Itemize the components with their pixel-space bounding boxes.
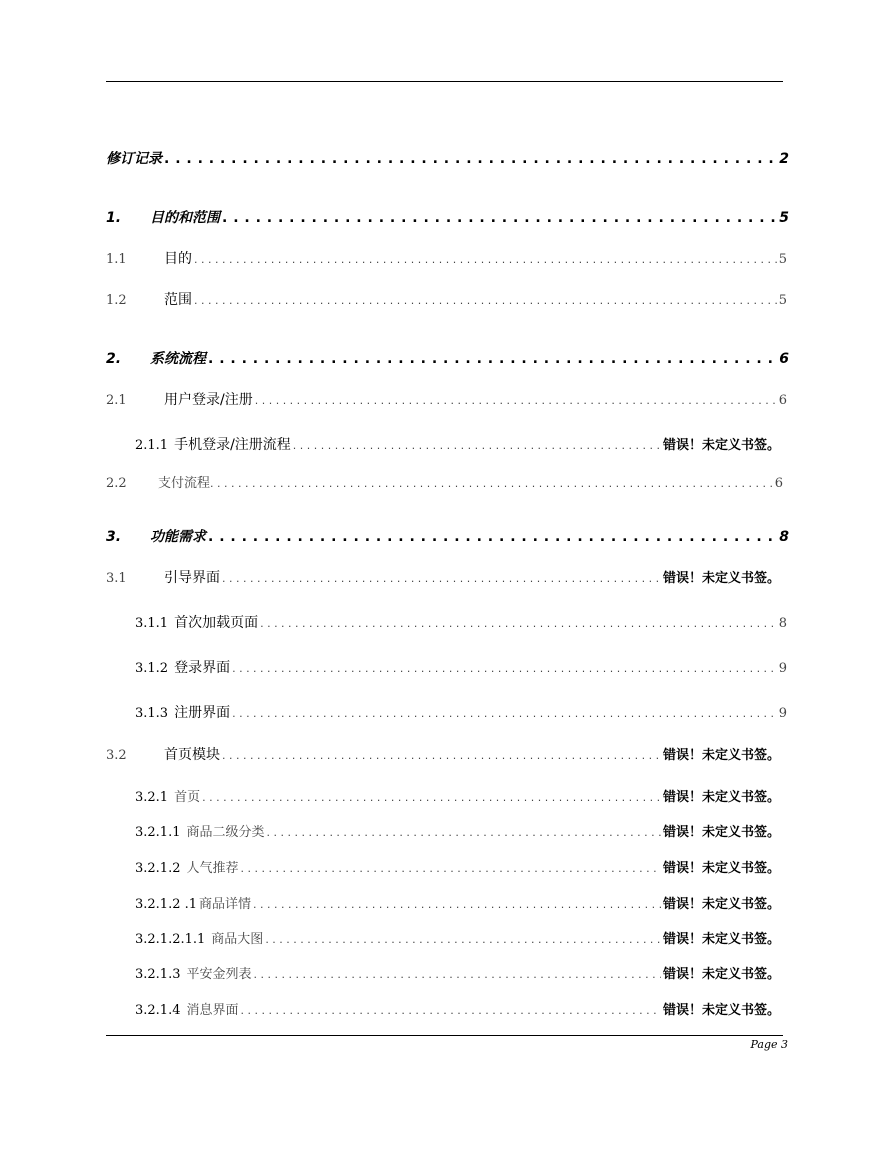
toc-number: 2. bbox=[106, 351, 122, 367]
toc-leader bbox=[254, 968, 661, 981]
toc-entry[interactable] bbox=[106, 207, 789, 227]
toc-title: 目的 bbox=[164, 251, 192, 267]
toc-leader bbox=[208, 351, 777, 367]
page-number: Page 3 bbox=[750, 1038, 788, 1051]
toc-entry[interactable] bbox=[135, 999, 780, 1018]
toc-entry[interactable] bbox=[106, 248, 787, 268]
toc-page: 6 bbox=[778, 393, 787, 408]
toc-number: 2.1.1 bbox=[135, 438, 169, 453]
toc-title: 用户登录/注册 bbox=[164, 392, 253, 408]
toc-leader bbox=[267, 826, 661, 839]
toc-page: 6 bbox=[779, 351, 789, 367]
toc-number: 3.1.1 bbox=[135, 616, 169, 631]
toc-leader bbox=[194, 253, 777, 266]
toc-entry[interactable] bbox=[106, 289, 787, 309]
toc-number: 3.1 bbox=[106, 571, 127, 586]
toc-leader bbox=[265, 933, 661, 946]
toc-title: 商品大图 bbox=[211, 932, 264, 947]
toc-page-error: 错误！未定义书签。 bbox=[662, 571, 780, 586]
toc-number: 1.2 bbox=[106, 293, 127, 308]
toc-number: 1.1 bbox=[106, 252, 127, 267]
toc-leader bbox=[164, 151, 777, 167]
toc-page-error: 错误！未定义书签。 bbox=[662, 897, 780, 912]
toc-leader bbox=[222, 572, 661, 585]
toc-page-error: 错误！未定义书签。 bbox=[662, 748, 780, 763]
toc-page: 5 bbox=[778, 252, 787, 267]
toc-entry[interactable] bbox=[135, 857, 780, 876]
toc-number: 3.2.1.2 bbox=[135, 861, 181, 876]
toc-number: 3. bbox=[106, 529, 122, 545]
toc-title: 首页 bbox=[174, 790, 201, 805]
toc-number: 1. bbox=[106, 210, 122, 226]
toc-entry[interactable] bbox=[106, 148, 789, 168]
toc-title: 首次加载页面 bbox=[174, 615, 259, 631]
toc-entry[interactable] bbox=[106, 472, 783, 491]
toc-entry[interactable] bbox=[135, 657, 787, 677]
toc-title: 范围 bbox=[164, 292, 192, 308]
toc-number: 3.2.1.2 .1 bbox=[135, 897, 198, 912]
toc-title: 引导界面 bbox=[164, 570, 220, 586]
toc-page: 8 bbox=[779, 529, 789, 545]
toc-page-error: 错误！未定义书签。 bbox=[662, 790, 780, 805]
toc-leader bbox=[260, 617, 777, 630]
toc-entry[interactable] bbox=[106, 744, 780, 764]
toc-entry[interactable] bbox=[135, 963, 780, 982]
toc-title: 平安金列表 bbox=[186, 967, 252, 982]
toc-number: 2.1 bbox=[106, 393, 127, 408]
toc-number: 3.2.1 bbox=[135, 790, 169, 805]
toc-leader bbox=[208, 529, 777, 545]
toc-title: 功能需求 bbox=[150, 529, 206, 545]
toc-leader bbox=[232, 662, 777, 675]
toc-title: 注册界面 bbox=[174, 705, 231, 721]
toc-number: 3.2.1.4 bbox=[135, 1003, 181, 1018]
toc-entry[interactable] bbox=[135, 786, 780, 805]
toc-title: 人气推荐 bbox=[186, 861, 239, 876]
toc-leader bbox=[222, 210, 777, 226]
toc-leader bbox=[222, 749, 661, 762]
toc-title: 支付流程 bbox=[158, 476, 211, 491]
toc-leader bbox=[293, 439, 661, 452]
toc-page-error: 错误！未定义书签。 bbox=[662, 1003, 780, 1018]
toc-page: 5 bbox=[778, 293, 787, 308]
toc-entry[interactable] bbox=[106, 389, 787, 409]
toc-title: 目的和范围 bbox=[150, 210, 220, 226]
toc-leader bbox=[202, 791, 661, 804]
toc-number: 3.2.1.3 bbox=[135, 967, 181, 982]
toc-leader bbox=[255, 394, 777, 407]
toc-page: 9 bbox=[778, 706, 787, 721]
toc-page-error: 错误！未定义书签。 bbox=[662, 825, 780, 840]
toc-page: 2 bbox=[779, 151, 789, 167]
toc-leader bbox=[194, 294, 777, 307]
toc-title: 修订记录 bbox=[106, 151, 162, 167]
toc-page: 8 bbox=[778, 616, 787, 631]
toc-number: 3.2.1.1 bbox=[135, 825, 181, 840]
toc-number: 2.2 bbox=[106, 476, 127, 491]
toc-number: 3.1.3 bbox=[135, 706, 169, 721]
toc-number: 3.1.2 bbox=[135, 661, 169, 676]
toc-title: 登录界面 bbox=[174, 660, 231, 676]
toc-leader bbox=[241, 1004, 661, 1017]
toc-entry[interactable] bbox=[135, 702, 787, 722]
toc-page-error: 错误！未定义书签。 bbox=[662, 932, 780, 947]
toc-entry[interactable] bbox=[135, 928, 780, 947]
toc-entry[interactable] bbox=[135, 612, 787, 632]
toc-entry[interactable] bbox=[135, 821, 780, 840]
toc-page-error: 错误！未定义书签。 bbox=[662, 438, 780, 453]
toc-page: 9 bbox=[778, 661, 787, 676]
footer-rule bbox=[106, 1035, 783, 1036]
toc-leader bbox=[232, 707, 777, 720]
toc-title: 手机登录/注册流程 bbox=[174, 437, 291, 453]
toc-title: 消息界面 bbox=[186, 1003, 239, 1018]
toc-number: 3.2.1.2.1.1 bbox=[135, 932, 206, 947]
toc-entry[interactable] bbox=[106, 348, 789, 368]
toc-page: 5 bbox=[779, 210, 789, 226]
header-rule bbox=[106, 81, 783, 82]
toc-leader bbox=[253, 898, 661, 911]
toc-page-error: 错误！未定义书签。 bbox=[662, 861, 780, 876]
toc-number: 3.2 bbox=[106, 748, 127, 763]
toc-leader bbox=[210, 477, 773, 490]
toc-entry[interactable] bbox=[106, 567, 780, 587]
toc-title: 商品详情 bbox=[199, 897, 252, 912]
toc-entry[interactable] bbox=[135, 434, 780, 454]
toc-title: 首页模块 bbox=[164, 747, 220, 763]
toc-entry[interactable] bbox=[135, 893, 780, 912]
toc-entry[interactable] bbox=[106, 526, 789, 546]
toc-title: 商品二级分类 bbox=[186, 825, 265, 840]
toc-title: 系统流程 bbox=[150, 351, 206, 367]
toc-leader bbox=[241, 862, 661, 875]
toc-page: 6 bbox=[774, 476, 783, 491]
toc-page-error: 错误！未定义书签。 bbox=[662, 967, 780, 982]
